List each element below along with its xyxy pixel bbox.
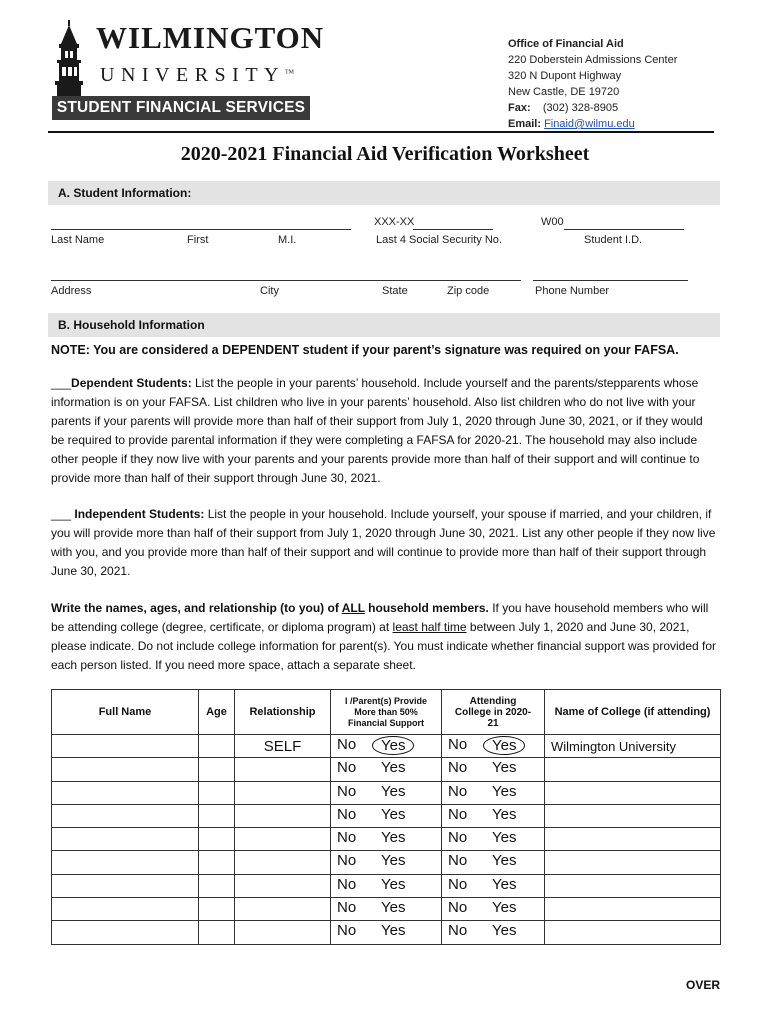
contact-block — [508, 36, 677, 132]
label-state: State — [382, 285, 408, 297]
address-line-2: 320 N Dupont Highway — [508, 70, 622, 82]
header-age: Age — [199, 690, 235, 735]
attending-no-option[interactable]: No — [448, 759, 468, 777]
university-logo — [48, 20, 325, 120]
college-cell[interactable] — [545, 804, 721, 827]
logo-name-top: WILMINGTON — [96, 20, 325, 55]
instructions-paragraph: Write the names, ages, and relationship (to you) of ALL household members. If you have household members who will be attending college (degree, certificate, or diploma program) at least half time between July 1, 2020 and June 30, 2021, please indicate. Do not include college information for parent(s). You must indicate whether financial support was provided for each person listed. If you need more space, attach a separate sheet. — [51, 601, 717, 672]
label-last-name: Last Name — [51, 234, 105, 246]
support-no-option[interactable]: No — [337, 782, 357, 800]
support-yes-option[interactable]: Yes — [381, 899, 406, 917]
attending-yes-option[interactable]: Yes — [492, 805, 517, 823]
attending-yes-option[interactable]: Yes — [492, 759, 517, 777]
relationship-cell[interactable] — [235, 921, 331, 944]
attending-cell — [442, 781, 545, 804]
label-student-id: Student I.D. — [584, 234, 643, 246]
attending-no-option[interactable]: No — [448, 899, 468, 917]
attending-yes-option[interactable]: Yes — [492, 899, 517, 917]
label-mi: M.I. — [278, 234, 297, 246]
attending-no-option[interactable]: No — [448, 922, 468, 940]
full-name-cell[interactable] — [52, 804, 199, 827]
table-row — [52, 758, 721, 781]
support-no-option[interactable]: No — [337, 875, 357, 893]
support-cell — [331, 781, 442, 804]
age-cell[interactable] — [199, 874, 235, 897]
dependent-note: NOTE: You are considered a DEPENDENT student if your parent’s signature was required on your FAFSA. — [51, 343, 679, 357]
dependent-checkbox[interactable]: ___ — [51, 376, 72, 390]
student-id-field[interactable] — [564, 229, 684, 230]
support-yes-option[interactable]: Yes — [381, 875, 406, 893]
support-no-option[interactable]: No — [337, 829, 357, 847]
age-cell[interactable] — [199, 898, 235, 921]
section-a-heading: A. Student Information: — [48, 181, 720, 205]
ssn-field[interactable] — [413, 229, 493, 230]
full-name-cell[interactable] — [52, 828, 199, 851]
support-cell — [331, 851, 442, 874]
attending-cell — [442, 851, 545, 874]
address-line-1: 220 Doberstein Admissions Center — [508, 54, 678, 66]
attending-no-option[interactable]: No — [448, 782, 468, 800]
household-table — [51, 689, 721, 945]
college-cell[interactable] — [545, 828, 721, 851]
header-attending: Attending College in 2020-21 — [442, 690, 545, 735]
address-field[interactable] — [51, 280, 521, 281]
attending-yes-option[interactable]: Yes — [492, 829, 517, 847]
label-ssn: Last 4 Social Security No. — [376, 234, 502, 246]
support-no-option[interactable]: No — [337, 736, 357, 753]
over-label: OVER — [686, 978, 721, 992]
table-row — [52, 874, 721, 897]
id-prefix: W00 — [541, 216, 564, 228]
attending-no-option[interactable]: No — [448, 829, 468, 847]
email-link[interactable]: Finaid@wilmu.edu — [544, 118, 635, 130]
relationship-cell[interactable] — [235, 851, 331, 874]
table-row — [52, 781, 721, 804]
attending-cell — [442, 921, 545, 944]
support-cell — [331, 828, 442, 851]
dependent-paragraph: ___Dependent Students: List the people in your parents’ household. Include yourself and the parents/stepparents whose information is on your FAFSA. List children who live in your parents’ household. Also list children who do not live with your parents if your parents will provide more than half of their support from July 1, 2020 through June 30, 2021, or if they would be required to provide parental information if they were completing a FAFSA for 2020-21. The household may also include other people if they now live with your parents and your parents provide more than half of their support and will continue to provide more than half of their support through June 30, 2021. — [51, 376, 703, 485]
email-line: Email: Finaid@wilmu.edu — [508, 118, 635, 130]
section-b-heading: B. Household Information — [48, 313, 720, 337]
table-row — [52, 851, 721, 874]
phone-field[interactable] — [533, 280, 688, 281]
support-yes-option[interactable]: Yes — [381, 759, 406, 777]
full-name-cell[interactable] — [52, 781, 199, 804]
attending-yes-option[interactable]: Yes — [492, 782, 517, 800]
age-cell[interactable] — [199, 804, 235, 827]
attending-yes-option[interactable]: Yes — [483, 736, 525, 755]
college-cell[interactable] — [545, 781, 721, 804]
full-name-cell[interactable] — [52, 874, 199, 897]
table-row — [52, 898, 721, 921]
college-cell[interactable] — [545, 851, 721, 874]
header-full-name: Full Name — [52, 690, 199, 735]
attending-cell — [442, 898, 545, 921]
page-title: 2020-2021 Financial Aid Verification Worksheet — [180, 143, 590, 165]
attending-no-option[interactable]: No — [448, 852, 468, 870]
support-cell — [331, 735, 442, 758]
attending-no-option[interactable]: No — [448, 875, 468, 893]
support-cell — [331, 758, 442, 781]
label-city: City — [260, 285, 279, 297]
relationship-cell[interactable] — [235, 758, 331, 781]
relationship-cell[interactable] — [235, 804, 331, 827]
support-cell — [331, 898, 442, 921]
table-row — [52, 921, 721, 944]
relationship-cell[interactable]: SELF — [235, 735, 331, 758]
full-name-cell[interactable] — [52, 758, 199, 781]
full-name-cell[interactable] — [52, 898, 199, 921]
support-yes-option[interactable]: Yes — [381, 829, 406, 847]
independent-checkbox[interactable]: ___ — [51, 507, 72, 521]
support-cell — [331, 874, 442, 897]
college-cell[interactable] — [545, 758, 721, 781]
office-name: Office of Financial Aid — [508, 38, 624, 50]
relationship-cell[interactable] — [235, 828, 331, 851]
age-cell[interactable] — [199, 758, 235, 781]
attending-cell — [442, 804, 545, 827]
attending-yes-option[interactable]: Yes — [492, 922, 517, 940]
support-yes-option[interactable]: Yes — [381, 852, 406, 870]
support-cell — [331, 921, 442, 944]
relationship-cell[interactable] — [235, 781, 331, 804]
age-cell[interactable] — [199, 851, 235, 874]
label-first: First — [187, 234, 209, 246]
relationship-cell[interactable] — [235, 874, 331, 897]
table-row — [52, 735, 721, 758]
header-relationship: Relationship — [235, 690, 331, 735]
college-cell[interactable] — [545, 874, 721, 897]
table-header-row — [52, 690, 721, 735]
relationship-cell[interactable] — [235, 898, 331, 921]
logo-banner: STUDENT FINANCIAL SERVICES — [52, 96, 310, 120]
name-field[interactable] — [51, 229, 351, 230]
label-phone: Phone Number — [535, 285, 609, 297]
header-rule — [48, 131, 714, 133]
attending-cell — [442, 828, 545, 851]
age-cell[interactable] — [199, 735, 235, 758]
table-row — [52, 804, 721, 827]
support-no-option[interactable]: No — [337, 759, 357, 777]
college-cell[interactable]: Wilmington University — [545, 735, 721, 758]
attending-no-option[interactable]: No — [448, 736, 468, 753]
attending-no-option[interactable]: No — [448, 805, 468, 823]
support-yes-option[interactable]: Yes — [381, 922, 406, 940]
college-cell[interactable] — [545, 921, 721, 944]
attending-yes-option[interactable]: Yes — [492, 875, 517, 893]
header-support: I /Parent(s) Provide More than 50% Financial Support — [331, 690, 442, 735]
table-row — [52, 828, 721, 851]
address-line-3: New Castle, DE 19720 — [508, 86, 620, 98]
attending-cell — [442, 874, 545, 897]
independent-paragraph: ___ Independent Students: List the people in your household. Include yourself, your spouse if married, and your children, if you will provide more than half of their support from July 1, 2020 through June 30, 2021. List any other people if they now live with you, and you provide more than half of their support and will continue to provide more than half of their support through June 30, 2021. — [51, 507, 716, 578]
tower-icon — [48, 20, 94, 98]
label-zip: Zip code — [447, 285, 490, 297]
age-cell[interactable] — [199, 828, 235, 851]
attending-cell — [442, 735, 545, 758]
age-cell[interactable] — [199, 781, 235, 804]
full-name-cell[interactable] — [52, 735, 199, 758]
logo-name-bottom: UNIVERSITY™ — [100, 64, 294, 86]
college-cell[interactable] — [545, 898, 721, 921]
support-no-option[interactable]: No — [337, 922, 357, 940]
support-yes-option[interactable]: Yes — [381, 805, 406, 823]
ssn-prefix: XXX-XX — [374, 216, 415, 228]
support-cell — [331, 804, 442, 827]
attending-yes-option[interactable]: Yes — [492, 852, 517, 870]
age-cell[interactable] — [199, 921, 235, 944]
header-college: Name of College (if attending) — [545, 690, 721, 735]
full-name-cell[interactable] — [52, 921, 199, 944]
label-address: Address — [51, 285, 92, 297]
attending-cell — [442, 758, 545, 781]
support-no-option[interactable]: No — [337, 899, 357, 917]
support-no-option[interactable]: No — [337, 805, 357, 823]
full-name-cell[interactable] — [52, 851, 199, 874]
support-yes-option[interactable]: Yes — [381, 782, 406, 800]
support-no-option[interactable]: No — [337, 852, 357, 870]
support-yes-option[interactable]: Yes — [372, 736, 414, 755]
fax-line: Fax: (302) 328-8905 — [508, 102, 619, 114]
